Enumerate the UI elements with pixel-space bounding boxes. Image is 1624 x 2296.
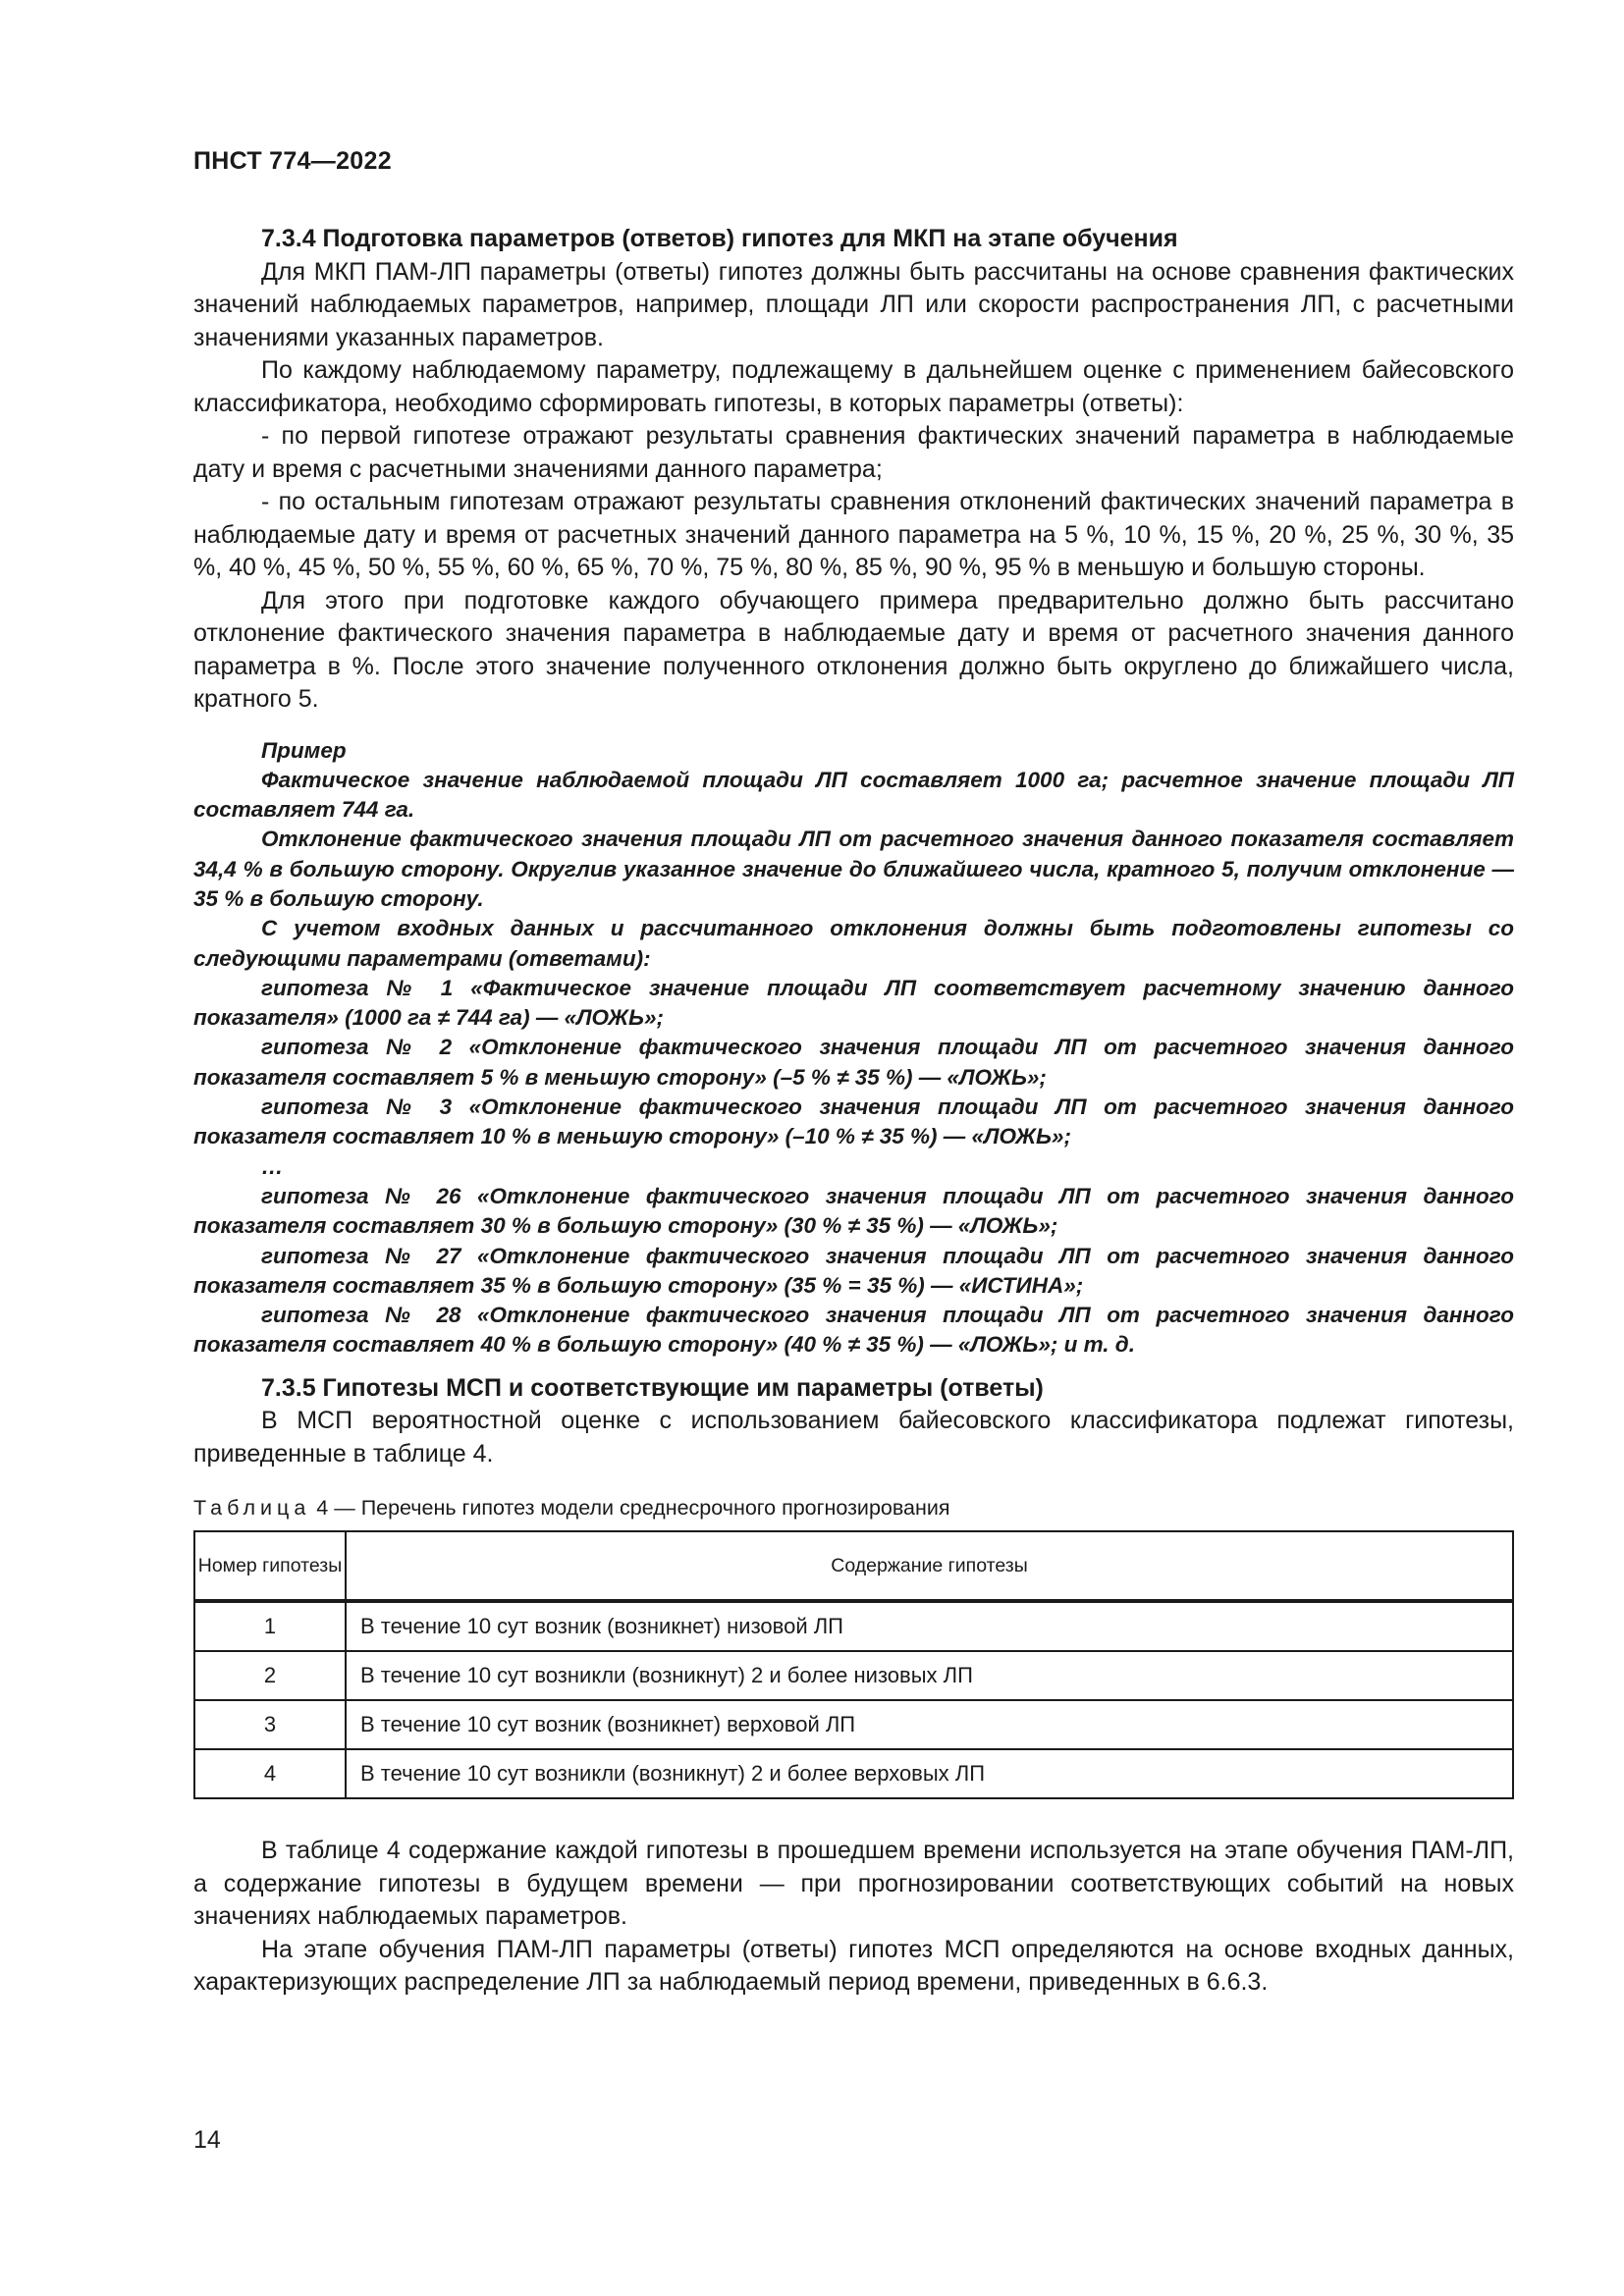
paragraph: На этапе обучения ПАМ-ЛП параметры (ответы) гипотез МСП определяются на основе входных данных, характеризующих распределение ЛП за наблюдаемый период времени, приведенных в 6.6.3. xyxy=(193,1935,1514,1997)
table-header-row xyxy=(194,1531,1513,1601)
paragraph: Для этого при подготовке каждого обучающего примера предварительно должно быть рассчитано отклонение фактического значения параметра в наблюдаемые дату и время от расчетного значения данного параметра в %. После этого значение полученного отклонения должно быть округлено до ближайшего числа, кратного 5. xyxy=(193,586,1514,713)
cell-number: 1 xyxy=(194,1601,346,1651)
example-ellipsis: … xyxy=(261,1153,284,1179)
cell-content: В течение 10 сут возникли (возникнут) 2 и более низовых ЛП xyxy=(346,1651,1513,1700)
example-hypothesis: гипотеза № 2 «Отклонение фактического значения площади ЛП от расчетного значения данного показателя составляет 5 % в меньшую сторону» (–5 % ≠ 35 %) — «ЛОЖЬ»; xyxy=(193,1035,1514,1090)
cell-number: 2 xyxy=(194,1651,346,1700)
table-caption-label: Таблица xyxy=(193,1496,311,1521)
paragraph: В МСП вероятностной оценке с использованием байесовского классификатора подлежат гипотезы, приведенные в таблице 4. xyxy=(193,1407,1514,1468)
example-hypothesis: гипотеза № 28 «Отклонение фактического значения площади ЛП от расчетного значения данного показателя составляет 40 % в большую сторону» (40 % ≠ 35 %) — «ЛОЖЬ»; и т. д. xyxy=(193,1303,1514,1358)
example-paragraph: Отклонение фактического значения площади ЛП от расчетного значения данного показателя составляет 34,4 % в большую сторону. Округлив указанное значение до ближайшего числа, кратного 5, получим отклонение — 35 % в большую сторону. xyxy=(193,827,1514,911)
table-row xyxy=(194,1749,1513,1798)
cell-content: В течение 10 сут возникли (возникнут) 2 и более верховых ЛП xyxy=(346,1749,1513,1798)
table-caption xyxy=(193,1496,1514,1521)
list-item: - по первой гипотезе отражают результаты сравнения фактических значений параметра в наблюдаемые дату и время с расчетными значениями данного параметра; xyxy=(193,422,1514,483)
paragraph: В таблице 4 содержание каждой гипотезы в прошедшем времени используется на этапе обучения ПАМ-ЛП, а содержание гипотезы в будущем времени — при прогнозировании соответствующих событий на новых значениях наблюдаемых параметров. xyxy=(193,1837,1514,1931)
example-hypothesis: гипотеза № 3 «Отклонение фактического значения площади ЛП от расчетного значения данного показателя составляет 10 % в меньшую сторону» (–10 % ≠ 35 %) — «ЛОЖЬ»; xyxy=(193,1095,1514,1149)
cell-number: 4 xyxy=(194,1749,346,1798)
example-paragraph: Фактическое значение наблюдаемой площади ЛП составляет 1000 га; расчетное значение площади ЛП составляет 744 га. xyxy=(193,767,1514,823)
page-number: 14 xyxy=(193,2126,221,2154)
section-7-3-5-title: 7.3.5 Гипотезы МСП и соответствующие им параметры (ответы) xyxy=(261,1373,1044,1402)
table-row xyxy=(194,1651,1513,1700)
hypotheses-table xyxy=(193,1530,1514,1799)
list-item: - по остальным гипотезам отражают результаты сравнения отклонений фактических значений параметра в наблюдаемые дату и время от расчетных значений данного параметра на 5 %, 10 %, 15 %, 20 %, 25 %, 30 %, 35 %, 40 %, 45 %, 50 %, 55 %, 60 %, 65 %, 70 %, 75 %, 80 %, 85 %, 90 %, 95 % в меньшую и большую стороны. xyxy=(193,488,1514,581)
paragraph: По каждому наблюдаемому параметру, подлежащему в дальнейшем оценке с применением байесовского классификатора, необходимо сформировать гипотезы, в которых параметры (ответы): xyxy=(193,356,1514,417)
column-header-number: Номер гипотезы xyxy=(194,1531,346,1601)
example-hypothesis: гипотеза № 1 «Фактическое значение площади ЛП соответствует расчетному значению данного показателя» (1000 га ≠ 744 га) — «ЛОЖЬ»; xyxy=(193,975,1514,1031)
section-7-3-4-title: 7.3.4 Подготовка параметров (ответов) гипотез для МКП на этапе обучения xyxy=(261,225,1178,252)
table-row xyxy=(194,1700,1513,1749)
table-row xyxy=(194,1601,1513,1651)
paragraph: Для МКП ПАМ-ЛП параметры (ответы) гипотез должны быть рассчитаны на основе сравнения фактических значений наблюдаемых параметров, например, площади ЛП или скорости распространения ЛП, с расчетными значениями указанных параметров. xyxy=(193,257,1514,351)
cell-number: 3 xyxy=(194,1700,346,1749)
table-caption-text: 4 — Перечень гипотез модели среднесрочного прогнозирования xyxy=(310,1496,950,1521)
column-header-content: Содержание гипотезы xyxy=(346,1531,1513,1601)
cell-content: В течение 10 сут возник (возникнет) низовой ЛП xyxy=(346,1601,1513,1651)
example-paragraph: С учетом входных данных и рассчитанного отклонения должны быть подготовлены гипотезы со следующими параметрами (ответами): xyxy=(193,916,1514,971)
page-content xyxy=(193,223,1514,2000)
example-hypothesis: гипотеза № 27 «Отклонение фактического значения площади ЛП от расчетного значения данного показателя составляет 35 % в большую сторону» (35 % = 35 %) — «ИСТИНА»; xyxy=(193,1243,1514,1298)
example-hypothesis: гипотеза № 26 «Отклонение фактического значения площади ЛП от расчетного значения данного показателя составляет 30 % в большую сторону» (30 % ≠ 35 %) — «ЛОЖЬ»; xyxy=(193,1183,1514,1239)
document-header: ПНСТ 774—2022 xyxy=(193,147,392,175)
cell-content: В течение 10 сут возник (возникнет) верховой ЛП xyxy=(346,1700,1513,1749)
example-heading: Пример xyxy=(261,737,347,763)
